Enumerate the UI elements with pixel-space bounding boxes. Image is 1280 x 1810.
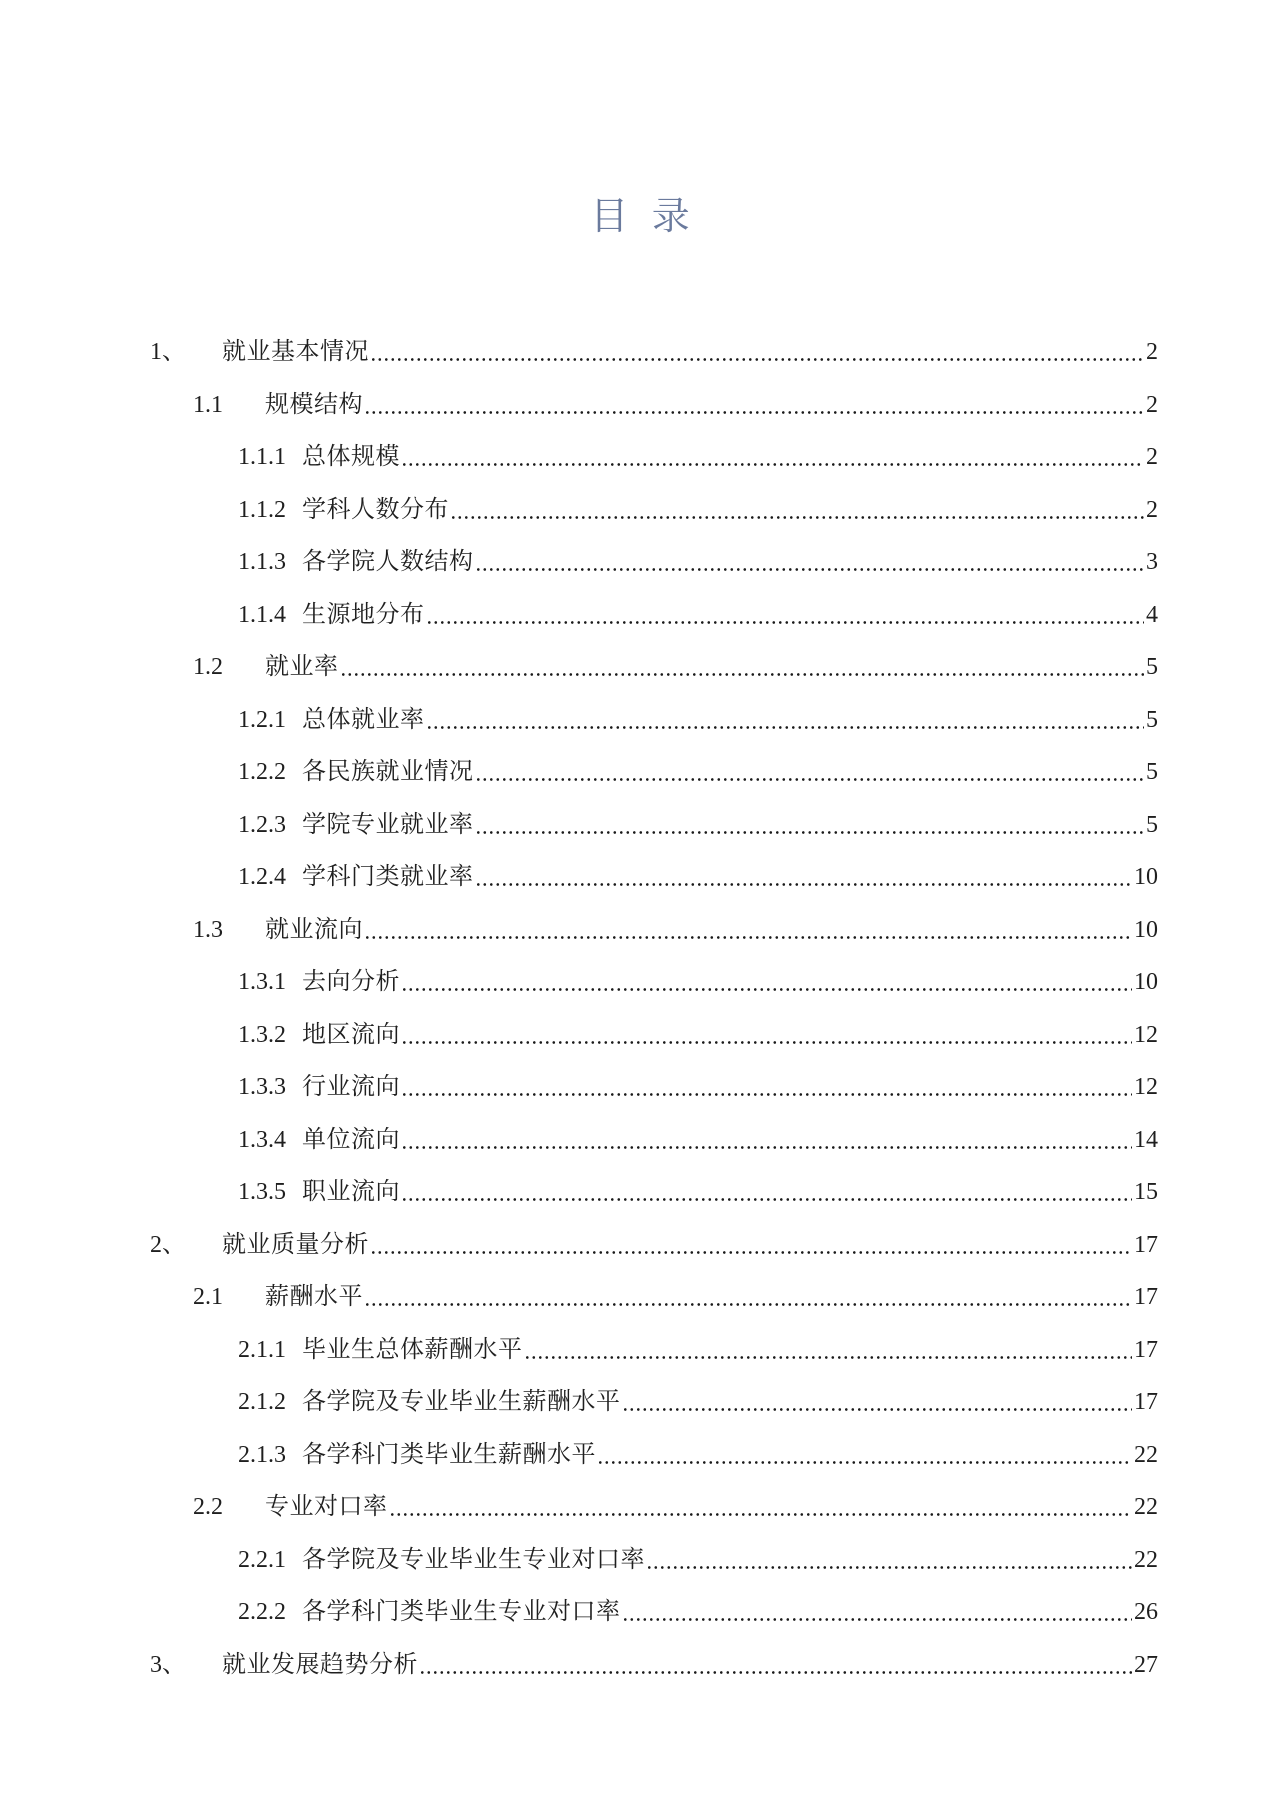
toc-entry-label: 毕业生总体薪酬水平 bbox=[302, 1336, 523, 1363]
toc-entry-page: 26 bbox=[1134, 1599, 1158, 1625]
toc-entry-number: 2.2.2 bbox=[238, 1599, 286, 1625]
toc-entry-page: 14 bbox=[1134, 1126, 1158, 1153]
toc-entry-page: 17 bbox=[1134, 1231, 1158, 1258]
toc-entry[interactable] bbox=[150, 967, 1158, 997]
toc-entry-number: 2.2 bbox=[193, 1494, 223, 1520]
toc-entry-page: 12 bbox=[1134, 1021, 1158, 1048]
toc-entry-number: 1、 bbox=[150, 339, 186, 365]
toc-entry-label: 各学院人数结构 bbox=[302, 549, 474, 575]
toc-entry-page: 2 bbox=[1146, 391, 1158, 418]
toc-entry-page: 17 bbox=[1134, 1389, 1158, 1415]
toc-entry[interactable] bbox=[150, 390, 1158, 420]
toc-dot-leader bbox=[401, 1072, 1133, 1102]
toc-entry-number: 2.1 bbox=[193, 1284, 223, 1310]
toc-entry[interactable] bbox=[150, 652, 1158, 682]
toc-entry-page: 22 bbox=[1134, 1546, 1158, 1573]
toc-entry[interactable] bbox=[150, 1492, 1158, 1522]
toc-entry-number: 3、 bbox=[150, 1651, 186, 1678]
toc-entry-page: 5 bbox=[1146, 759, 1158, 785]
toc-entry-number: 2.1.3 bbox=[238, 1441, 286, 1468]
toc-entry-number: 1.3 bbox=[193, 916, 223, 943]
toc-entry-label: 各学科门类毕业生专业对口率 bbox=[302, 1599, 621, 1625]
toc-dot-leader bbox=[646, 1545, 1133, 1575]
toc-entry-number: 2.2.1 bbox=[238, 1546, 286, 1573]
toc-entry-page: 22 bbox=[1134, 1441, 1158, 1468]
toc-dot-leader bbox=[475, 547, 1146, 577]
toc-entry-number: 1.1.4 bbox=[238, 601, 286, 628]
toc-entry-number: 1.1.2 bbox=[238, 496, 286, 523]
toc-entry-label: 地区流向 bbox=[302, 1021, 400, 1048]
toc-dot-leader bbox=[364, 1282, 1133, 1312]
toc-entry[interactable] bbox=[150, 1335, 1158, 1365]
toc-dot-leader bbox=[401, 1177, 1133, 1207]
toc-entry-page: 3 bbox=[1146, 549, 1158, 575]
toc-dot-leader bbox=[389, 1492, 1134, 1522]
toc-entry[interactable] bbox=[150, 810, 1158, 840]
toc-entry-label: 各民族就业情况 bbox=[302, 759, 474, 785]
toc-dot-leader bbox=[426, 705, 1146, 735]
toc-entry-label: 薪酬水平 bbox=[265, 1284, 363, 1310]
toc-entry-label: 就业质量分析 bbox=[222, 1231, 369, 1258]
toc-entry-label: 规模结构 bbox=[265, 391, 363, 418]
toc-dot-leader bbox=[364, 915, 1133, 945]
toc-entry[interactable] bbox=[150, 1230, 1158, 1260]
toc-entry-label: 行业流向 bbox=[302, 1074, 400, 1100]
toc-entry[interactable] bbox=[150, 1020, 1158, 1050]
toc-entry-number: 1.3.4 bbox=[238, 1126, 286, 1153]
toc-entry-page: 5 bbox=[1146, 654, 1158, 680]
toc-entry[interactable] bbox=[150, 862, 1158, 892]
toc-entry[interactable] bbox=[150, 915, 1158, 945]
toc-entry-label: 学院专业就业率 bbox=[302, 811, 474, 838]
toc-dot-leader bbox=[401, 1125, 1133, 1155]
toc-dot-leader bbox=[475, 757, 1146, 787]
toc-dot-leader bbox=[419, 1650, 1133, 1680]
toc-entry[interactable] bbox=[150, 1125, 1158, 1155]
toc-entry[interactable] bbox=[150, 1650, 1158, 1680]
toc-dot-leader bbox=[370, 1230, 1133, 1260]
toc-entry-page: 22 bbox=[1134, 1494, 1158, 1520]
toc-dot-leader bbox=[475, 862, 1134, 892]
toc-entry[interactable] bbox=[150, 1282, 1158, 1312]
toc-dot-leader bbox=[475, 810, 1146, 840]
toc-entry-label: 总体规模 bbox=[302, 444, 400, 470]
toc-entry-number: 1.2 bbox=[193, 654, 223, 680]
toc-dot-leader bbox=[426, 600, 1146, 630]
toc-entry-number: 1.1 bbox=[193, 391, 223, 418]
toc-entry-page: 2 bbox=[1146, 444, 1158, 470]
toc-entry[interactable] bbox=[150, 705, 1158, 735]
toc-entry-label: 就业率 bbox=[265, 654, 339, 680]
toc-entry[interactable] bbox=[150, 1545, 1158, 1575]
toc-dot-leader bbox=[401, 967, 1133, 997]
toc-entry[interactable] bbox=[150, 547, 1158, 577]
toc-entry[interactable] bbox=[150, 1597, 1158, 1627]
toc-entry-label: 就业基本情况 bbox=[222, 339, 369, 365]
toc-entry-page: 17 bbox=[1134, 1284, 1158, 1310]
toc-entry-label: 学科门类就业率 bbox=[302, 864, 474, 890]
toc-entry[interactable] bbox=[150, 1440, 1158, 1470]
toc-entry-label: 职业流向 bbox=[302, 1179, 400, 1205]
toc-entry[interactable] bbox=[150, 442, 1158, 472]
toc-entry-label: 各学院及专业毕业生专业对口率 bbox=[302, 1546, 645, 1573]
toc-dot-leader bbox=[401, 1020, 1133, 1050]
toc-entry[interactable] bbox=[150, 1387, 1158, 1417]
toc-entry-number: 1.1.3 bbox=[238, 549, 286, 575]
toc-entry-page: 5 bbox=[1146, 811, 1158, 838]
toc-dot-leader bbox=[597, 1440, 1133, 1470]
toc-entry-label: 专业对口率 bbox=[265, 1494, 388, 1520]
toc-entry-page: 17 bbox=[1134, 1336, 1158, 1363]
toc-dot-leader bbox=[622, 1387, 1134, 1417]
toc-entry-label: 就业发展趋势分析 bbox=[222, 1651, 418, 1678]
toc-entry-number: 1.2.3 bbox=[238, 811, 286, 838]
toc-entry-number: 1.3.2 bbox=[238, 1021, 286, 1048]
toc-entry[interactable] bbox=[150, 337, 1158, 367]
toc-entry-page: 15 bbox=[1134, 1179, 1158, 1205]
toc-entry-page: 10 bbox=[1134, 969, 1158, 995]
toc-entry-number: 1.3.3 bbox=[238, 1074, 286, 1100]
toc-entry-page: 10 bbox=[1134, 916, 1158, 943]
toc-entry-number: 1.3.1 bbox=[238, 969, 286, 995]
toc-entry-label: 各学院及专业毕业生薪酬水平 bbox=[302, 1389, 621, 1415]
toc-entry-page: 12 bbox=[1134, 1074, 1158, 1100]
toc-entry-number: 1.2.4 bbox=[238, 864, 286, 890]
toc-entry-number: 2、 bbox=[150, 1231, 186, 1258]
toc-entry-label: 去向分析 bbox=[302, 969, 400, 995]
toc-entry-page: 10 bbox=[1134, 864, 1158, 890]
toc-entry-label: 生源地分布 bbox=[302, 601, 425, 628]
toc-entry-number: 2.1.1 bbox=[238, 1336, 286, 1363]
toc-dot-leader bbox=[340, 652, 1146, 682]
toc-entry-page: 2 bbox=[1146, 496, 1158, 523]
toc-entry[interactable] bbox=[150, 757, 1158, 787]
toc-dot-leader bbox=[450, 495, 1145, 525]
toc-title: 目 录 bbox=[590, 196, 690, 238]
toc-entry-number: 1.2.1 bbox=[238, 706, 286, 733]
toc-dot-leader bbox=[364, 390, 1145, 420]
toc-entry-page: 5 bbox=[1146, 706, 1158, 733]
toc-list bbox=[150, 337, 1158, 1680]
toc-entry-number: 1.3.5 bbox=[238, 1179, 286, 1205]
toc-entry-page: 2 bbox=[1146, 339, 1158, 365]
toc-entry-number: 1.1.1 bbox=[238, 444, 286, 470]
toc-dot-leader bbox=[370, 337, 1145, 367]
toc-dot-leader bbox=[401, 442, 1145, 472]
toc-entry[interactable] bbox=[150, 1072, 1158, 1102]
toc-entry[interactable] bbox=[150, 600, 1158, 630]
toc-dot-leader bbox=[622, 1597, 1134, 1627]
toc-entry-number: 1.2.2 bbox=[238, 759, 286, 785]
toc-entry-page: 4 bbox=[1146, 601, 1158, 628]
toc-entry[interactable] bbox=[150, 495, 1158, 525]
toc-entry-page: 27 bbox=[1134, 1651, 1158, 1678]
toc-entry[interactable] bbox=[150, 1177, 1158, 1207]
toc-entry-label: 总体就业率 bbox=[302, 706, 425, 733]
toc-dot-leader bbox=[524, 1335, 1134, 1365]
toc-entry-number: 2.1.2 bbox=[238, 1389, 286, 1415]
toc-entry-label: 学科人数分布 bbox=[302, 496, 449, 523]
toc-entry-label: 就业流向 bbox=[265, 916, 363, 943]
toc-entry-label: 各学科门类毕业生薪酬水平 bbox=[302, 1441, 596, 1468]
toc-entry-label: 单位流向 bbox=[302, 1126, 400, 1153]
